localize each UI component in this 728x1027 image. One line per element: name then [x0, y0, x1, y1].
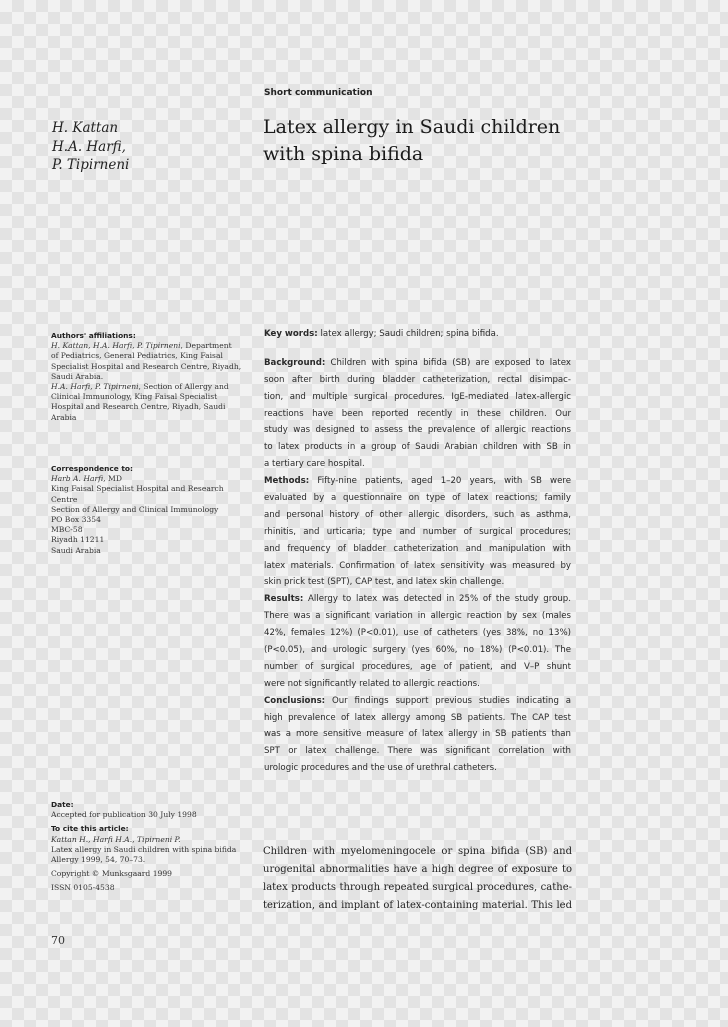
date-label: Date:	[51, 800, 74, 809]
affiliation-line: of Pediatrics, General Pediatrics, King Faisal	[51, 351, 223, 361]
author-name: H.A. Harfi,	[52, 138, 126, 155]
abstract-line: SPT or latex challenge. There was significant correlation with	[264, 746, 571, 757]
citation-line: Allergy 1999, 54, 70–73.	[51, 855, 146, 865]
keywords: Key words: latex allergy; Saudi children; spina bifida.	[264, 329, 499, 339]
abstract-line: was a more sensitive measure of latex allergy in SB patients than	[264, 729, 571, 740]
abstract-line: and frequency of bladder catheterization and manipulation with	[264, 543, 571, 554]
affiliation-line: Saudi Arabia.	[51, 371, 104, 381]
affiliations-block	[51, 331, 251, 423]
body-text-line: latex products through repeated surgical procedures, cathe-	[263, 882, 572, 893]
affiliation-line: Arabia	[51, 412, 77, 422]
abstract-line: and personal history of other allergic disorders, such as asthma,	[264, 509, 571, 520]
abstract-line: Conclusions: Our findings support previous studies indicating a	[264, 695, 571, 706]
abstract-line: (P<0.05), and urologic surgery (yes 60%, no 18%) (P<0.01). The	[264, 645, 571, 656]
author-list	[52, 119, 242, 175]
body-text-line: Children with myelomeningocele or spina bifida (SB) and	[263, 846, 572, 857]
abstract-line: skin prick test (SPT), CAP test, and latex skin challenge.	[264, 577, 505, 588]
abstract-line: were not significantly related to allergic reactions.	[264, 678, 480, 689]
abstract-line: Background: Children with spina bifida (SB) are exposed to latex	[264, 357, 571, 368]
body-text-line: urogenital abnormalities have a high degree of exposure to	[263, 864, 572, 875]
background-label: Background:	[264, 357, 326, 368]
correspondence-line: Saudi Arabia	[51, 545, 101, 555]
correspondence-line: Riyadh 11211	[51, 535, 105, 545]
correspondence-line: PO Box 3354	[51, 515, 101, 525]
affiliation-line: Hospital and Research Centre, Riyadh, Saudi	[51, 402, 226, 412]
abstract-line: urologic procedures and the use of urethral catheters.	[264, 763, 497, 774]
affiliation-line: H. Kattan, H.A. Harfi, P. Tipirneni, Department	[51, 341, 232, 351]
introduction-paragraph	[263, 843, 572, 915]
body-text-line: terization, and implant of latex-containing material. This led	[263, 900, 572, 911]
author-name: P. Tipirneni	[52, 157, 130, 173]
copyright-notice: Copyright © Munksgaard 1999	[51, 869, 173, 879]
abstract-line: Methods: Fifty-nine patients, aged 1–20 years, with SB were	[264, 476, 571, 487]
accepted-date: Accepted for publication 30 July 1998	[51, 810, 197, 820]
abstract-line: soon after birth during bladder catheterization, rectal disimpac-	[264, 374, 571, 385]
abstract-line: reactions have been reported recently in these children. Our	[264, 408, 571, 419]
correspondence-label: Correspondence to:	[51, 464, 133, 473]
page-number: 70	[51, 934, 65, 947]
correspondence-line: King Faisal Specialist Hospital and Research	[51, 484, 224, 494]
abstract-line: There was a significant variation in allergic reaction by sex (males	[264, 611, 571, 622]
citation-authors: Kattan H., Harfi H.A., Tipirneni P.	[51, 834, 181, 844]
correspondence-line: Centre	[51, 494, 78, 504]
citation-line: Latex allergy in Saudi children with spina bifida	[51, 844, 237, 854]
affiliation-line: H.A. Harfi, P. Tipirneni, Section of Allergy and	[51, 382, 229, 392]
publication-info	[51, 800, 251, 894]
title-line: with spina bifida	[263, 143, 424, 165]
abstract-line: a tertiary care hospital.	[264, 459, 365, 470]
issn: ISSN 0105-4538	[51, 883, 115, 893]
correspondence-block	[51, 464, 251, 556]
correspondence-name: Harb A. Harfi, MD	[51, 474, 122, 484]
conclusions-label: Conclusions:	[264, 695, 326, 706]
affiliation-line: Clinical Immunology, King Faisal Specialist	[51, 392, 218, 402]
section-label: Short communication	[264, 88, 373, 98]
title-line: Latex allergy in Saudi children	[263, 116, 561, 138]
abstract-line: number of surgical procedures, age of patient, and V–P shunt	[264, 661, 571, 672]
results-label: Results:	[264, 594, 304, 605]
affiliations-label: Authors' affiliations:	[51, 331, 136, 340]
abstract-line: rhinitis, and urticaria; type and number of surgical procedures;	[264, 526, 571, 537]
cite-label: To cite this article:	[51, 824, 129, 834]
abstract-line: Results: Allergy to latex was detected in 25% of the study group.	[264, 594, 571, 605]
article-title	[263, 114, 593, 168]
correspondence-line: Section of Allergy and Clinical Immunology	[51, 504, 219, 514]
abstract-line: to latex products in a group of Saudi Arabian children with SB in	[264, 442, 571, 453]
abstract-line: tion, and multiple surgical procedures. IgE-mediated latex-allergic	[264, 391, 571, 402]
abstract-line: study was designed to assess the prevalence of allergic reactions	[264, 425, 571, 436]
abstract-line: high prevalence of latex allergy among SB patients. The CAP test	[264, 712, 571, 723]
methods-label: Methods:	[264, 476, 310, 487]
affiliation-line: Specialist Hospital and Research Centre, Riyadh,	[51, 361, 242, 371]
abstract-line: latex materials. Confirmation of latex sensitivity was measured by	[264, 560, 571, 571]
abstract-line: 42%, females 12%) (P<0.01), use of catheters (yes 38%, no 13%)	[264, 628, 571, 639]
correspondence-line: MBC-58	[51, 525, 83, 535]
author-name: H. Kattan	[52, 120, 119, 136]
abstract-line: evaluated by a questionnaire on type of latex reactions; family	[264, 493, 571, 504]
abstract	[264, 326, 571, 777]
